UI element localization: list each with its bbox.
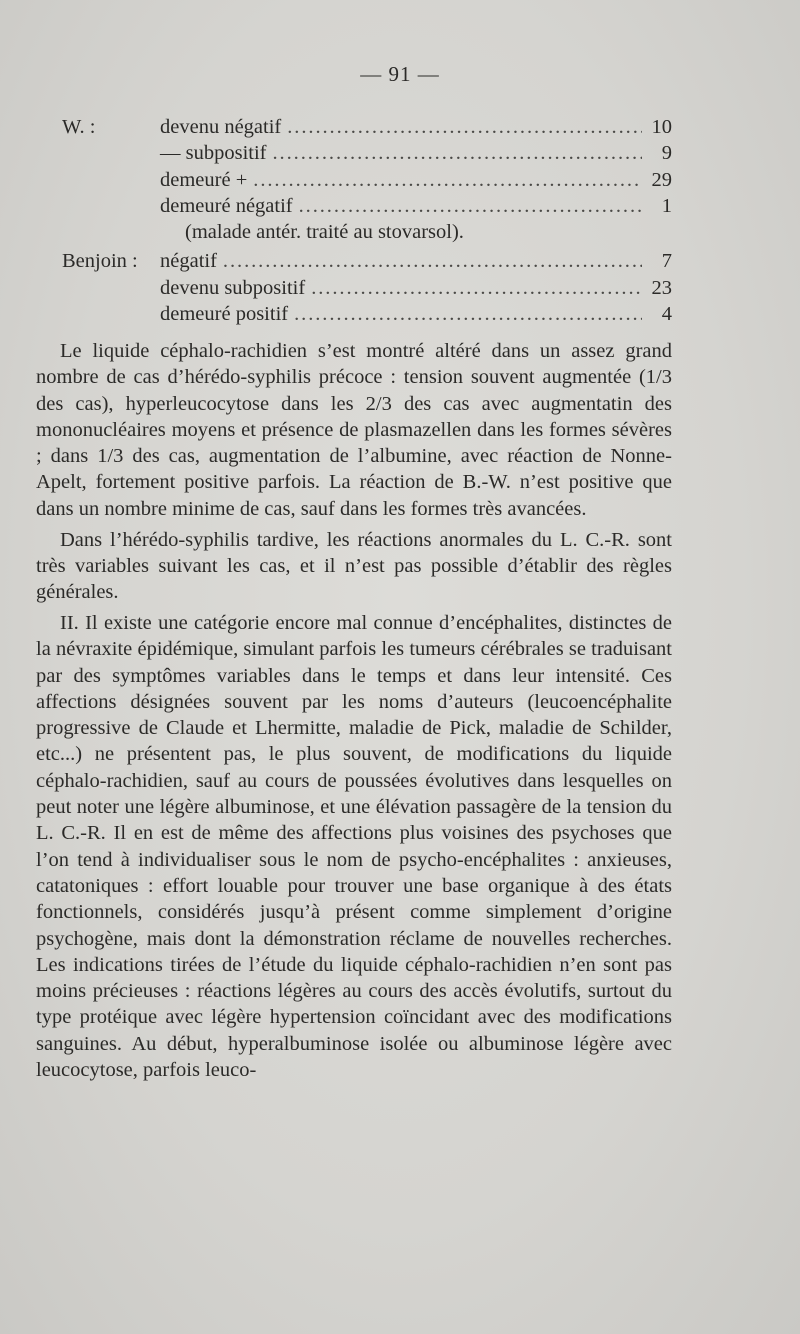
- row-value: 23: [651, 276, 672, 299]
- paragraph-csf-late: Dans l’hérédo-syphilis tardive, les réactions anormales du L. C.-R. sont très variables suivant les cas, et il n’est pas possible d’établir des règles générales.: [36, 528, 672, 604]
- leader-dots: [273, 140, 643, 166]
- leader-dots: [299, 193, 642, 219]
- row-value: 7: [661, 250, 672, 273]
- table-note: (malade antér. traité au stovarsol).: [185, 221, 464, 244]
- table-row: [62, 301, 672, 327]
- page-number: — 91 —: [360, 62, 440, 86]
- leader-dots: [311, 275, 642, 301]
- paragraph-encephalitis: II. Il existe une catégorie encore mal connue d’encéphalites, distinctes de la névraxite épidémique, simulant parfois les tumeurs cérébrales se traduisant par des symptômes variables dans le temps et dans leur intensité. Ces affections désignées souvent par les noms d’auteurs (leucoencéphalite progressive de Claude et Lhermitte, maladie de Pick, maladie de Schilder, etc...) ne présentent pas, le plus souvent, de modifications du liquide céphalo-rachidien, sauf au cours de poussées évolutives dans lesquelles on peut noter une légère albuminose, et une élévation passagère de la tension du L. C.-R. Il en est de même des affections plus voisines des psychoses que l’on tend à individualiser sous le nom de psycho-encéphalites : anxieuses, catatoniques : effort louable pour trouver une base organique à des états fonctionnels, considérés jusqu’à présent comme simplement d’origine psychogène, mais dont la démonstration réclame de nouvelles recherches. Les indications tirées de l’étude du liquide céphalo-rachidien n’en sont pas moins précieuses : réactions légères au cours des accès évolutifs, surtout du type protéique avec légère hypertension coïncidant avec des modifications sanguines. Au début, hyperalbuminose isolée ou albuminose légère avec leucocytose, parfois leuco-: [36, 611, 672, 1082]
- leader-dots: [287, 114, 642, 140]
- table-row: [62, 275, 672, 301]
- row-label: demeuré +: [160, 168, 248, 191]
- leader-dots: [294, 301, 642, 327]
- row-label: devenu négatif: [160, 116, 282, 138]
- leader-dots: [253, 167, 642, 193]
- row-value: 9: [661, 142, 672, 165]
- table-row: [62, 140, 672, 166]
- table-note-row: [62, 219, 672, 245]
- row-value: 29: [651, 168, 672, 191]
- row-label: négatif: [160, 250, 217, 273]
- leader-dots: [223, 248, 642, 274]
- table-row: [62, 167, 672, 193]
- row-value: 10: [651, 116, 672, 138]
- table-row: [62, 114, 672, 140]
- table-row: [62, 248, 672, 274]
- row-label: demeuré négatif: [160, 194, 293, 217]
- row-value: 1: [661, 194, 672, 217]
- results-table: [62, 114, 672, 327]
- group-label-benjoin: Benjoin :: [62, 250, 138, 273]
- body-text: [36, 338, 672, 1088]
- row-value: 4: [661, 303, 672, 326]
- paragraph-csf-early: Le liquide céphalo-rachidien s’est montré altéré dans un assez grand nombre de cas d’hérédo-syphilis précoce : tension souvent augmentée (1/3 des cas), hyperleucocytose dans les 2/3 des cas avec augmentatin des mononucléaires moyens et présence de plasmazellen dans les formes sévères ; dans 1/3 des cas, augmentation de l’albumine, avec réaction de Nonne-Apelt, fortement positive parfois. La réaction de B.-W. n’est positive que dans un nombre minime de cas, sauf dans les formes très avancées.: [36, 340, 672, 520]
- row-label: — subpositif: [160, 142, 267, 165]
- group-label-w: W. :: [62, 116, 96, 138]
- table-row: [62, 193, 672, 219]
- row-label: devenu subpositif: [160, 276, 306, 299]
- row-label: demeuré positif: [160, 303, 289, 326]
